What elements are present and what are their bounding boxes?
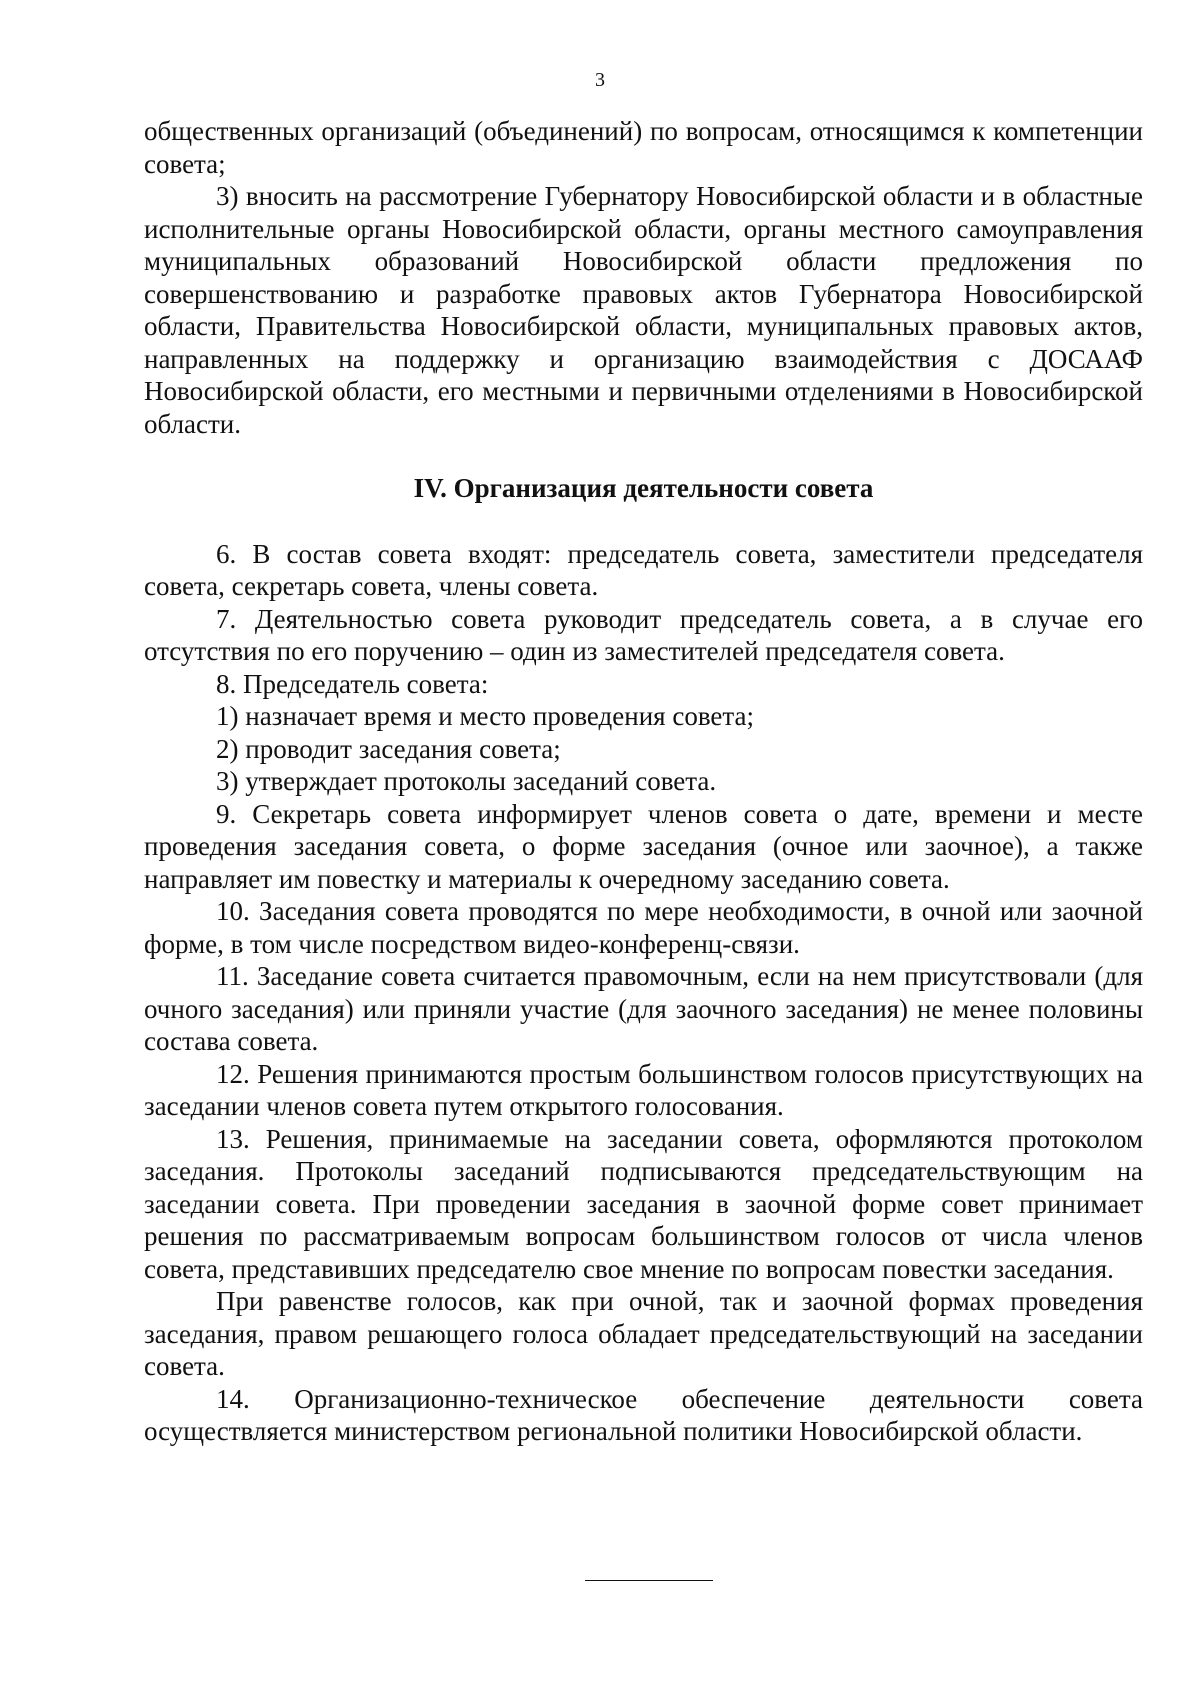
paragraph-8-item-1: 1) назначает время и место проведения совета; (216, 701, 755, 731)
section-heading: IV. Организация деятельности совета (413, 473, 874, 503)
end-of-document-rule (585, 1580, 713, 1581)
paragraph-8-item-2: 2) проводит заседания совета; (216, 733, 561, 764)
paragraph-7: 7. Деятельностью совета руководит председатель совета, а в случае его отсутствия по его поручению – один из заместителей председателя совета. (144, 603, 1143, 666)
paragraph-8: 8. Председатель совета: (216, 668, 489, 699)
page-number: 3 (595, 69, 605, 91)
paragraph-14: 14. Организационно-техническое обеспечение деятельности совета осуществляется министерством региональной политики Новосибирской области. (144, 1383, 1143, 1446)
paragraph-13-tie-vote: При равенстве голосов, как при очной, так и заочной формах проведения заседания, правом решающего голоса обладает председательствующий на заседании совета. (144, 1286, 1143, 1381)
paragraph-10: 10. Заседания совета проводятся по мере необходимости, в очной или заочной форме, в том числе посредством видео-конференц-связи. (144, 896, 1143, 959)
paragraph-11: 11. Заседание совета считается правомочным, если на нем присутствовали (для очного заседания) или приняли участие (для заочного заседания) не менее половины состава совета. (144, 961, 1143, 1056)
paragraph-13: 13. Решения, принимаемые на заседании совета, оформляются протоколом заседания. Протоколы заседаний подписываются председательствующим на заседании совета. При проведении заседания в заочной форме совет принимает решения по рассматриваемым вопросам большинством голосов от числа членов совета, представивших председателю свое мнение по вопросам повестки заседания. (144, 1123, 1143, 1284)
paragraph-continuation: общественных организаций (объединений) по вопросам, относящимся к компетенции совета; (144, 116, 1143, 179)
paragraph-8-item-3: 3) утверждает протоколы заседаний совета. (216, 766, 717, 796)
paragraph-item-3: 3) вносить на рассмотрение Губернатору Новосибирской области и в областные исполнительные органы Новосибирской области, органы местного самоуправления муниципальных образований Новосибирской области предложения по совершенствованию и разработке правовых актов Губернатора Новосибирской области, Правительства Новосибирской области, муниципальных правовых актов, направленных на поддержку и организацию взаимодействия с ДОСААФ Новосибирской области, его местными и первичными отделениями в Новосибирской области. (144, 181, 1143, 439)
paragraph-12: 12. Решения принимаются простым большинством голосов присутствующих на заседании членов совета путем открытого голосования. (144, 1058, 1143, 1121)
document-body (144, 115, 1143, 1448)
paragraph-6: 6. В состав совета входят: председатель совета, заместители председателя совета, секретарь совета, члены совета. (144, 538, 1143, 601)
paragraph-9: 9. Секретарь совета информирует членов совета о дате, времени и месте проведения заседания совета, о форме заседания (очное или заочное), а также направляет им повестку и материалы к очередному заседанию совета. (144, 798, 1143, 894)
